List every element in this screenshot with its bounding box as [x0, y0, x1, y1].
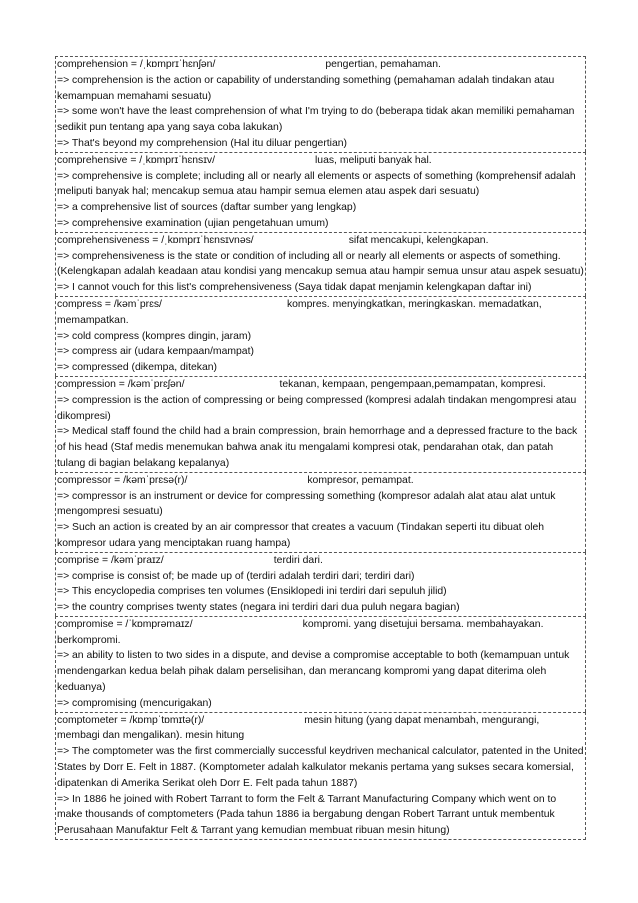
entry-headword: comprehension = /ˌkɒmprɪˈhɛnʃən/ — [57, 59, 216, 70]
entry-translation: pengertian, pemahaman. — [325, 59, 441, 70]
dictionary-entry — [55, 296, 586, 376]
entry-headword-line — [57, 713, 584, 745]
dictionary-entry — [55, 616, 586, 712]
entry-example: => cold compress (kompres dingin, jaram) — [57, 330, 252, 342]
entry-translation: kompres. menyingkatkan, meringkaskan. memadatkan, memampatkan. — [57, 298, 542, 326]
entry-example: => Medical staff found the child had a brain compression, brain hemorrhage and a depressed fracture to the back of his head (Staf medis menemukan bahwa anak itu mengalami kompresi otak, pendarahan otak, dan patah tulang di bagian belakang kepalanya) — [57, 426, 578, 469]
entry-example: => comprehensiveness is the state or condition of including all or nearly all elements or aspects of something. (Kelengkapan adalah keadaan atau kondisi yang mencakup semua atau hampir semua unsur atau aspek sesuatu) — [57, 250, 584, 278]
dictionary-page — [55, 56, 586, 840]
entry-example: => comprehension is the action or capability of understanding something (pemahaman adalah tindakan atau kemampuan memahami sesuatu) — [57, 74, 555, 102]
entry-example: => compressor is an instrument or device for compressing something (kompresor adalah alat atau alat untuk mengompresi sesuatu) — [57, 490, 556, 518]
entry-headword: comptometer = /kɒmpˈtɒmɪtə(r)/ — [57, 714, 205, 726]
entry-example: => comprise is consist of; be made up of (terdiri adalah terdiri dari; terdiri dari) — [57, 570, 415, 582]
entry-example: => That's beyond my comprehension (Hal itu diluar pengertian) — [57, 137, 348, 149]
entry-headword-line — [57, 473, 584, 489]
entry-translation: terdiri dari. — [273, 554, 323, 566]
dictionary-entry — [55, 376, 586, 472]
dictionary-entry — [55, 472, 586, 552]
entry-example: => compress air (udara kempaan/mampat) — [57, 346, 254, 358]
entry-example: => compression is the action of compressing or being compressed (kompresi adalah tindakan mengompresi atau dikompresi) — [57, 394, 577, 422]
entry-headword-line — [57, 617, 584, 649]
entry-example: => Such an action is created by an air compressor that creates a vacuum (Tindakan seperti itu dibuat oleh kompresor udara yang menciptakan ruang hampa) — [57, 522, 545, 549]
entry-headword-line — [57, 297, 584, 329]
entry-headword: compromise = /ˈkɒmprəmaɪz/ — [57, 618, 193, 630]
entry-translation: mesin hitung (yang dapat menambah, mengurangi, membagi dan mengalikan). mesin hitung — [57, 714, 540, 742]
entry-headword: comprise = /kəmˈpraɪz/ — [57, 554, 164, 566]
entry-headword: compression = /kəmˈprɛʃən/ — [57, 378, 185, 390]
entry-example: => comprehensive is complete; including all or nearly all elements or aspects of something (komprehensif adalah meliputi banyak hal; mencakup semua atau hampir semua elemen atau aspek dari sesuatu) — [57, 170, 576, 198]
entry-example: => compressed (dikempa, ditekan) — [57, 362, 217, 374]
entry-example: => This encyclopedia comprises ten volumes (Ensiklopedi ini terdiri dari sepuluh jilid) — [57, 586, 447, 598]
entry-translation: tekanan, kempaan, pengempaan,pemampatan, kompresi. — [279, 378, 546, 390]
dictionary-entry — [55, 552, 586, 616]
entry-example: => In 1886 he joined with Robert Tarrant to form the Felt & Tarrant Manufacturing Company which went on to make thousands of comptometers (Pada tahun 1886 ia bergabung dengan Robert Tarrant untuk membentuk Perusahaan Manufaktur Felt & Tarrant yang kemudian membuat ribuan mesin hitung) — [57, 793, 557, 837]
entry-translation: kompromi. yang disetujui bersama. membahayakan. berkompromi. — [57, 618, 544, 646]
entry-example: => The comptometer was the first commercially successful keydriven mechanical calculator, patented in the United States by Dorr E. Felt in 1887. (Komptometer adalah kalkulator mekanis pertama yang sukses secara komersial, dipatenkan di Amerika Serikat oleh Dorr E. Felt pada tahun 1887) — [57, 746, 584, 789]
dictionary-entry — [55, 232, 586, 296]
entry-headword: comprehensive = /ˌkɒmprɪˈhɛnsɪv/ — [57, 154, 215, 166]
entry-headword: compressor = /kəmˈprɛsə(r)/ — [57, 474, 188, 486]
entry-example: => an ability to listen to two sides in a dispute, and devise a compromise acceptable to both (kemampuan untuk mendengarkan kedua belah pihak dalam perselisihan, dan merancang kompromi yang dapat diterima oleh keduanya) — [57, 650, 570, 694]
entry-example: => I cannot vouch for this list's comprehensiveness (Saya tidak dapat menjamin kelengkapan daftar ini) — [57, 282, 532, 294]
entry-translation: sifat mencakupi, kelengkapan. — [348, 234, 489, 246]
entry-headword-line — [57, 153, 584, 169]
entry-headword-line — [57, 233, 584, 249]
entry-example: => comprehensive examination (ujian pengetahuan umum) — [57, 217, 329, 229]
entry-headword-line — [57, 377, 584, 393]
entry-translation: luas, meliputi banyak hal. — [314, 154, 432, 166]
entry-headword: comprehensiveness = /ˌkɒmprɪˈhɛnsɪvnəs/ — [57, 234, 254, 246]
dictionary-entry — [55, 152, 586, 232]
entry-translation: kompresor, pemampat. — [307, 474, 414, 486]
entry-example: => compromising (mencurigakan) — [57, 697, 212, 709]
entry-example: => a comprehensive list of sources (daftar sumber yang lengkap) — [57, 202, 357, 214]
entry-example: => the country comprises twenty states (negara ini terdiri dari dua puluh negara bagian) — [57, 602, 460, 614]
dictionary-entry — [55, 712, 586, 840]
entry-example: => some won't have the least comprehension of what I'm trying to do (beberapa tidak akan memiliki pemahaman sedikit pun tentang apa yang saya coba lakukan) — [57, 106, 575, 134]
entry-headword-line — [57, 57, 584, 73]
entry-headword: compress = /kəmˈprɛs/ — [57, 298, 162, 310]
dictionary-entry — [55, 56, 586, 152]
entry-headword-line — [57, 553, 584, 569]
